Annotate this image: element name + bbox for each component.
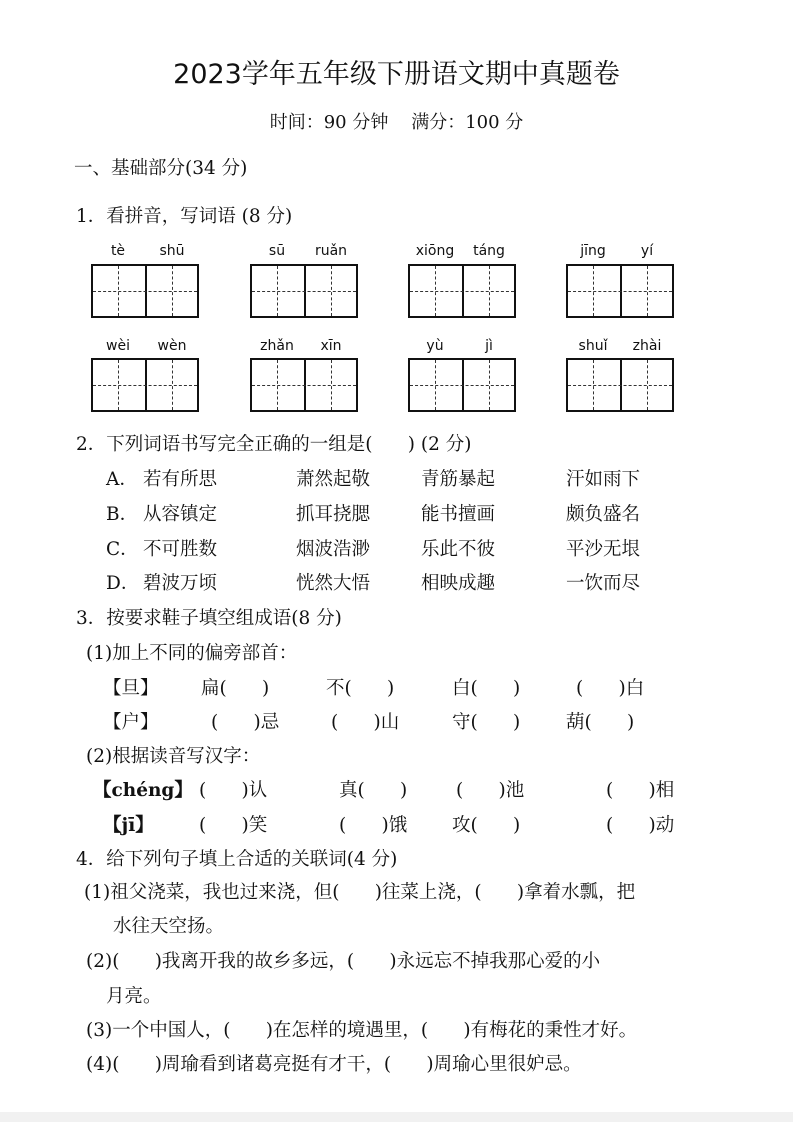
fill-blank[interactable]: ( )认	[199, 780, 268, 801]
option-word: 抓耳挠腮	[296, 504, 371, 525]
sentence-3: (3)一个中国人，( )在怎样的境遇里，( )有梅花的秉性才好。	[86, 1020, 638, 1041]
fill-blank[interactable]: ( )饿	[339, 815, 408, 836]
option-word: 恍然大悟	[296, 573, 371, 594]
pinyin: wèi	[106, 338, 130, 354]
fill-blank[interactable]: ( )笑	[199, 815, 268, 836]
pinyin: jīng	[580, 243, 606, 259]
option-letter: A．	[106, 469, 138, 490]
sentence-4: (4)( )周瑜看到诸葛亮挺有才干，( )周瑜心里很妒忌。	[86, 1054, 582, 1075]
question-2-heading: 2．下列词语书写完全正确的一组是( ) (2 分)	[76, 434, 472, 455]
option-word: 能书擅画	[421, 504, 496, 525]
sentence-1: (1)祖父浇菜，我也过来浇，但( )往菜上浇，( )拿着水瓢，把	[84, 882, 636, 903]
radical-label: 【旦】	[103, 678, 159, 699]
sentence-2: (2)( )我离开我的故乡多远，( )永远忘不掉我那心爱的小	[86, 951, 601, 972]
pinyin-label: 【chéng】	[93, 780, 193, 801]
fill-blank[interactable]: 攻( )	[452, 815, 521, 836]
fill-blank[interactable]: ( )忌	[211, 712, 280, 733]
writing-grid[interactable]	[566, 264, 674, 318]
option-word: 乐此不彼	[421, 539, 496, 560]
fill-blank[interactable]: 葫( )	[566, 712, 635, 733]
option-word: 萧然起敬	[296, 469, 371, 490]
exam-info: 时间：90 分钟 满分：100 分	[269, 112, 524, 133]
option-word: 烟波浩渺	[296, 539, 371, 560]
option-word: 不可胜数	[143, 539, 218, 560]
pinyin: zhǎn	[260, 338, 294, 354]
option-word: 青筋暴起	[421, 469, 496, 490]
subquestion-label: (1)加上不同的偏旁部首：	[86, 643, 298, 664]
writing-grid[interactable]	[408, 264, 516, 318]
option-word: 碧波万顷	[143, 573, 218, 594]
writing-grid[interactable]	[91, 264, 199, 318]
option-word: 一饮而尽	[566, 573, 641, 594]
question-4-heading: 4．给下列句子填上合适的关联词(4 分)	[76, 849, 398, 870]
pinyin: yù	[426, 338, 444, 354]
fill-blank[interactable]: ( )相	[606, 780, 675, 801]
option-word: 相映成趣	[421, 573, 496, 594]
subquestion-label: (2)根据读音写汉字：	[86, 746, 261, 767]
writing-grid[interactable]	[250, 264, 358, 318]
pinyin: táng	[473, 243, 505, 259]
fill-blank[interactable]: 白( )	[452, 678, 521, 699]
option-letter: C．	[106, 539, 139, 560]
option-word: 颇负盛名	[566, 504, 641, 525]
writing-grid[interactable]	[566, 358, 674, 412]
option-letter: D．	[106, 573, 140, 594]
pinyin-label: 【jī】	[103, 815, 154, 836]
radical-label: 【户】	[103, 712, 159, 733]
fill-blank[interactable]: 不( )	[326, 678, 395, 699]
pinyin: yí	[640, 243, 654, 259]
pinyin: ruǎn	[314, 243, 348, 259]
fill-blank[interactable]: 守( )	[452, 712, 521, 733]
pinyin: shū	[159, 243, 185, 259]
option-word: 平沙无垠	[566, 539, 641, 560]
sentence-1-continued: 水往天空扬。	[113, 916, 225, 937]
sentence-2-continued: 月亮。	[106, 986, 162, 1007]
option-word: 汗如雨下	[566, 469, 641, 490]
pinyin: sū	[268, 243, 286, 259]
pinyin: xiōng	[415, 243, 455, 259]
fill-blank[interactable]: ( )池	[456, 780, 525, 801]
section-heading: 一、基础部分(34 分)	[74, 158, 248, 179]
page-bottom-edge	[0, 1112, 793, 1122]
writing-grid[interactable]	[250, 358, 358, 412]
option-word: 若有所思	[143, 469, 218, 490]
option-letter: B．	[106, 504, 139, 525]
question-3-heading: 3．按要求鞋子填空组成语(8 分)	[76, 608, 342, 629]
writing-grid[interactable]	[408, 358, 516, 412]
fill-blank[interactable]: 真( )	[339, 780, 408, 801]
pinyin: wèn	[157, 338, 187, 354]
writing-grid[interactable]	[91, 358, 199, 412]
pinyin: jì	[485, 338, 493, 354]
pinyin: shuǐ	[578, 338, 608, 354]
page-title: 2023学年五年级下册语文期中真题卷	[173, 59, 620, 90]
option-word: 从容镇定	[143, 504, 218, 525]
fill-blank[interactable]: ( )白	[576, 678, 645, 699]
fill-blank[interactable]: 扁( )	[201, 678, 270, 699]
fill-blank[interactable]: ( )动	[606, 815, 675, 836]
pinyin: tè	[110, 243, 126, 259]
pinyin: zhài	[632, 338, 662, 354]
question-1-heading: 1．看拼音，写词语 (8 分)	[76, 206, 293, 227]
fill-blank[interactable]: ( )山	[331, 712, 400, 733]
pinyin: xīn	[320, 338, 342, 354]
